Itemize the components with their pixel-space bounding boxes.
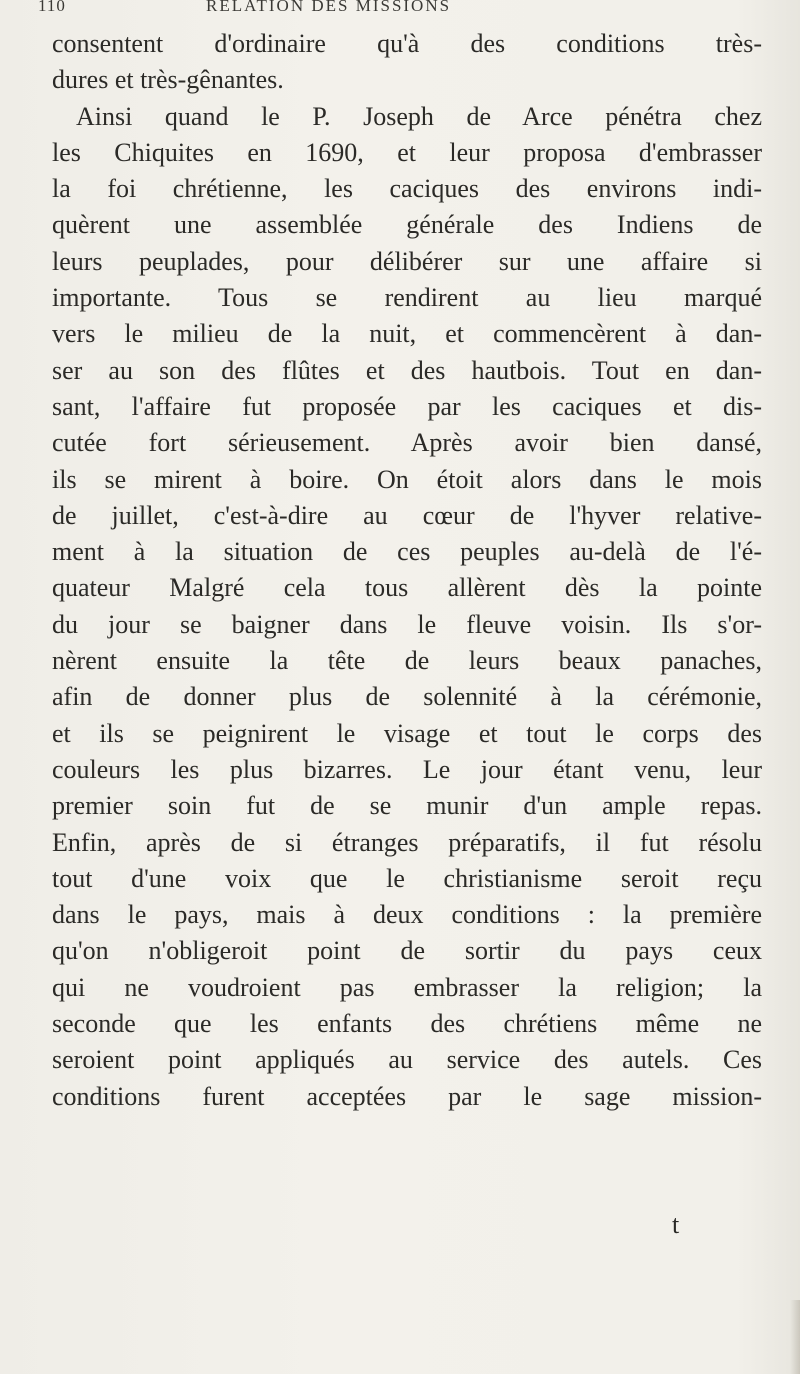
text-line: de juillet, c'est-à-dire au cœur de l'hyver relative- [52, 500, 762, 530]
text-line: nèrent ensuite la tête de leurs beaux panaches, [52, 646, 762, 676]
text-line: conditions furent acceptées par le sage mission- [52, 1081, 762, 1111]
text-line: la foi chrétienne, les caciques des environs indi- [52, 174, 762, 204]
text-line: les Chiquites en 1690, et leur proposa d'embrasser [52, 137, 762, 167]
text-line: et ils se peignirent le visage et tout le corps des [52, 718, 762, 748]
text-line: couleurs les plus bizarres. Le jour étant venu, leur [52, 754, 762, 784]
text-line: qu'on n'obligeroit point de sortir du pays ceux [52, 936, 762, 966]
text-line: consentent d'ordinaire qu'à des conditions très- [52, 29, 762, 58]
text-line: tout d'une voix que le christianisme seroit reçu [52, 863, 762, 893]
text-line: leurs peuplades, pour délibérer sur une affaire si [52, 246, 762, 276]
text-line: dans le pays, mais à deux conditions : la première [52, 900, 762, 930]
text-line: sant, l'affaire fut proposée par les caciques et dis- [52, 391, 762, 421]
page-number: 110 [38, 0, 66, 15]
body-text [52, 26, 762, 1115]
text-line: quèrent une assemblée générale des Indiens de [52, 210, 762, 240]
page-edge-shadow [790, 1300, 800, 1374]
text-line: Ainsi quand le P. Joseph de Arce pénétra chez [76, 101, 762, 131]
text-line: afin de donner plus de solennité à la cérémonie, [52, 682, 762, 712]
text-line: ser au son des flûtes et des hautbois. Tout en dan- [52, 355, 762, 385]
text-line: Enfin, après de si étranges préparatifs, il fut résolu [52, 827, 762, 857]
text-line: quateur Malgré cela tous allèrent dès la pointe [52, 573, 762, 603]
text-line: seconde que les enfants des chrétiens même ne [52, 1009, 762, 1039]
text-line: seroient point appliqués au service des autels. Ces [52, 1045, 762, 1075]
text-line: qui ne voudroient pas embrasser la religion; la [52, 972, 762, 1002]
text-line: du jour se baigner dans le fleuve voisin. Ils s'or- [52, 609, 762, 639]
signature-mark: t [672, 1210, 680, 1239]
text-line: importante. Tous se rendirent au lieu marqué [52, 283, 762, 313]
text-line: dures et très-gênantes. [52, 65, 284, 95]
text-line: cutée fort sérieusement. Après avoir bien dansé, [52, 428, 762, 458]
text-line: ment à la situation de ces peuples au-delà de l'é- [52, 537, 762, 567]
text-line: premier soin fut de se munir d'un ample repas. [52, 791, 762, 821]
text-line: ils se mirent à boire. On étoit alors dans le mois [52, 464, 762, 494]
text-line: vers le milieu de la nuit, et commencèrent à dan- [52, 319, 762, 349]
page-header [38, 0, 762, 18]
running-title: RELATION DES MISSIONS [206, 0, 452, 15]
